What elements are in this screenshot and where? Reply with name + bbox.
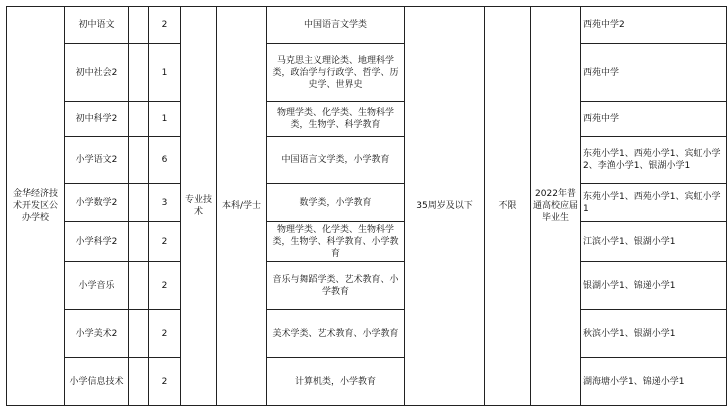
category-cell: 专业技术 [181,7,217,406]
count-cell: 2 [149,7,181,44]
count-cell: 1 [149,102,181,137]
recruitment-table [6,6,727,406]
major-cell: 马克思主义理论类、地理科学类，政治学与行政学、哲学、历史学、世界史 [267,44,405,102]
spacer-cell [129,262,149,310]
schools-cell: 西苑中学2 [581,7,727,44]
table-row [7,262,727,310]
count-cell: 6 [149,137,181,184]
position-cell: 小学音乐 [65,262,129,310]
education-cell: 本科/学士 [217,7,267,406]
table-row [7,358,727,406]
schools-cell: 湖海塘小学1、锦递小学1 [581,358,727,406]
major-cell: 中国语言文学类 [267,7,405,44]
table-row [7,44,727,102]
schools-cell: 秋滨小学1、银湖小学1 [581,310,727,358]
spacer-cell [129,137,149,184]
count-cell: 3 [149,184,181,222]
major-cell: 物理学类、化学类、生物科学类，生物学、科学教育 [267,102,405,137]
spacer-cell [129,222,149,262]
table-row [7,184,727,222]
position-cell: 小学美术2 [65,310,129,358]
position-cell: 小学信息技术 [65,358,129,406]
unit-cell: 金华经济技术开发区公办学校 [7,7,65,406]
position-cell: 小学数学2 [65,184,129,222]
position-cell: 小学语文2 [65,137,129,184]
position-cell: 小学科学2 [65,222,129,262]
table-row [7,137,727,184]
spacer-cell [129,184,149,222]
count-cell: 2 [149,262,181,310]
count-cell: 2 [149,358,181,406]
position-cell: 初中语文 [65,7,129,44]
major-cell: 美术学类、艺术教育、小学教育 [267,310,405,358]
schools-cell: 东苑小学1、西苑小学1、宾虹小学1 [581,184,727,222]
table-row [7,102,727,137]
schools-cell: 西苑中学 [581,44,727,102]
age-cell: 35周岁及以下 [405,7,485,406]
spacer-cell [129,7,149,44]
schools-cell: 东苑小学1、西苑小学1、宾虹小学2、李渔小学1、银湖小学1 [581,137,727,184]
spacer-cell [129,44,149,102]
count-cell: 1 [149,44,181,102]
table-row [7,7,727,44]
table-row [7,310,727,358]
schools-cell: 西苑中学 [581,102,727,137]
spacer-cell [129,102,149,137]
major-cell: 计算机类，小学教育 [267,358,405,406]
position-cell: 初中科学2 [65,102,129,137]
count-cell: 2 [149,310,181,358]
source-cell: 2022年普通高校应届毕业生 [531,7,581,406]
schools-cell: 江滨小学1、银湖小学1 [581,222,727,262]
major-cell: 音乐与舞蹈学类、艺术教育、小学教育 [267,262,405,310]
position-cell: 初中社会2 [65,44,129,102]
spacer-cell [129,310,149,358]
major-cell: 物理学类、化学类、生物科学类，生物学、科学教育、小学教育 [267,222,405,262]
other-cell: 不限 [485,7,531,406]
major-cell: 中国语言文学类，小学教育 [267,137,405,184]
schools-cell: 银湖小学1、锦递小学1 [581,262,727,310]
spacer-cell [129,358,149,406]
major-cell: 数学类，小学教育 [267,184,405,222]
table-row [7,222,727,262]
count-cell: 2 [149,222,181,262]
